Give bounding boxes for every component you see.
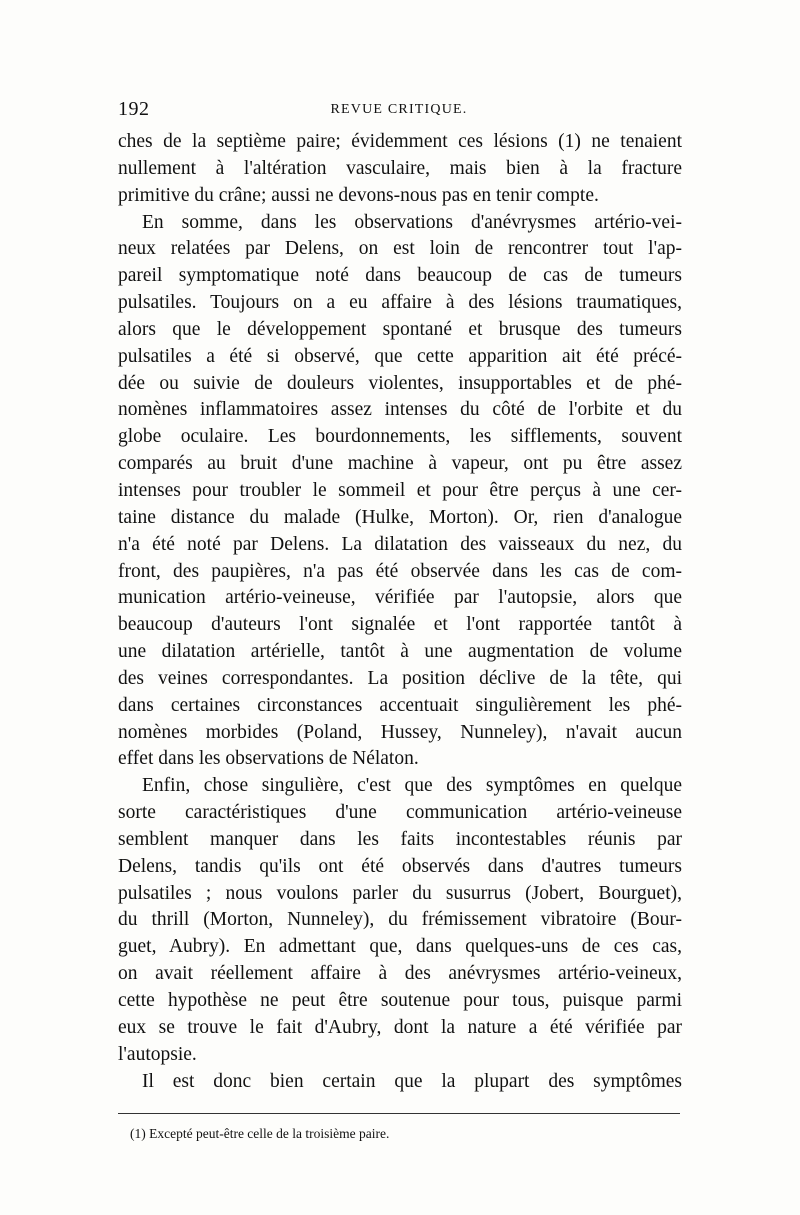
text-line: du thrill (Morton, Nunneley), du frémissement vibratoire (Bour-: [118, 909, 682, 931]
text-line: pulsatiles a été si observé, que cette apparition ait été précé-: [118, 345, 682, 367]
text-line: une dilatation artérielle, tantôt à une augmentation de volume: [118, 641, 682, 663]
text-line: dans certaines circonstances accentuait singulièrement les phé-: [118, 694, 682, 716]
text-line: n'a été noté par Delens. La dilatation des vaisseaux du nez, du: [118, 533, 682, 555]
text-line: primitive du crâne; aussi ne devons-nous pas en tenir compte.: [118, 184, 599, 206]
text-line: munication artério-veineuse, vérifiée par l'autopsie, alors que: [118, 587, 682, 609]
text-line: on avait réellement affaire à des anévrysmes artério-veineux,: [118, 963, 682, 985]
text-line: des veines correspondantes. La position déclive de la tête, qui: [118, 667, 682, 689]
text-line: neux relatées par Delens, on est loin de rencontrer tout l'ap-: [118, 238, 682, 260]
text-line: intenses pour troubler le sommeil et pour être perçus à une cer-: [118, 479, 682, 501]
text-line: Il est donc bien certain que la plupart des symptômes: [142, 1070, 682, 1092]
body-text: [118, 129, 682, 1095]
text-line: ches de la septième paire; évidemment ces lésions (1) ne tenaient: [118, 131, 682, 152]
text-line: En somme, dans les observations d'anévrysmes artério-vei-: [142, 211, 682, 233]
text-line: Enfin, chose singulière, c'est que des symptômes en quelque: [142, 775, 682, 797]
text-line: nomènes morbides (Poland, Hussey, Nunneley), n'avait aucun: [118, 721, 682, 743]
page-number: 192: [118, 98, 150, 120]
text-line: globe oculaire. Les bourdonnements, les sifflements, souvent: [118, 426, 682, 448]
text-line: nomènes inflammatoires assez intenses du côté de l'orbite et du: [118, 399, 682, 421]
running-title: REVUE CRITIQUE.: [330, 102, 468, 117]
text-line: guet, Aubry). En admettant que, dans quelques-uns de ces cas,: [118, 936, 682, 958]
text-line: dée ou suivie de douleurs violentes, insupportables et de phé-: [118, 372, 682, 394]
text-line: semblent manquer dans les faits incontestables réunis par: [118, 828, 682, 850]
page-header: [118, 96, 680, 122]
text-line: effet dans les observations de Nélaton.: [118, 748, 419, 770]
text-line: comparés au bruit d'une machine à vapeur, ont pu être assez: [118, 453, 682, 475]
footnote-divider: [118, 1113, 680, 1114]
text-line: pulsatiles ; nous voulons parler du susurrus (Jobert, Bourguet),: [118, 882, 682, 904]
text-line: alors que le développement spontané et brusque des tumeurs: [118, 318, 682, 340]
text-line: front, des paupières, n'a pas été observée dans les cas de com-: [118, 560, 682, 582]
text-line: nullement à l'altération vasculaire, mais bien à la fracture: [118, 157, 682, 179]
text-line: taine distance du malade (Hulke, Morton). Or, rien d'analogue: [118, 506, 682, 528]
text-line: pareil symptomatique noté dans beaucoup de cas de tumeurs: [118, 265, 682, 287]
text-line: pulsatiles. Toujours on a eu affaire à des lésions traumatiques,: [118, 292, 682, 314]
text-line: cette hypothèse ne peut être soutenue pour tous, puisque parmi: [118, 990, 682, 1011]
text-line: Delens, tandis qu'ils ont été observés dans d'autres tumeurs: [118, 855, 682, 877]
text-line: eux se trouve le fait d'Aubry, dont la nature a été vérifiée par: [118, 1016, 682, 1038]
text-line: beaucoup d'auteurs l'ont signalée et l'ont rapportée tantôt à: [118, 614, 682, 636]
footnote: (1) Excepté peut-être celle de la troisième paire.: [130, 1126, 390, 1141]
text-line: l'autopsie.: [118, 1043, 197, 1065]
text-line: sorte caractéristiques d'une communication artério-veineuse: [118, 802, 682, 824]
